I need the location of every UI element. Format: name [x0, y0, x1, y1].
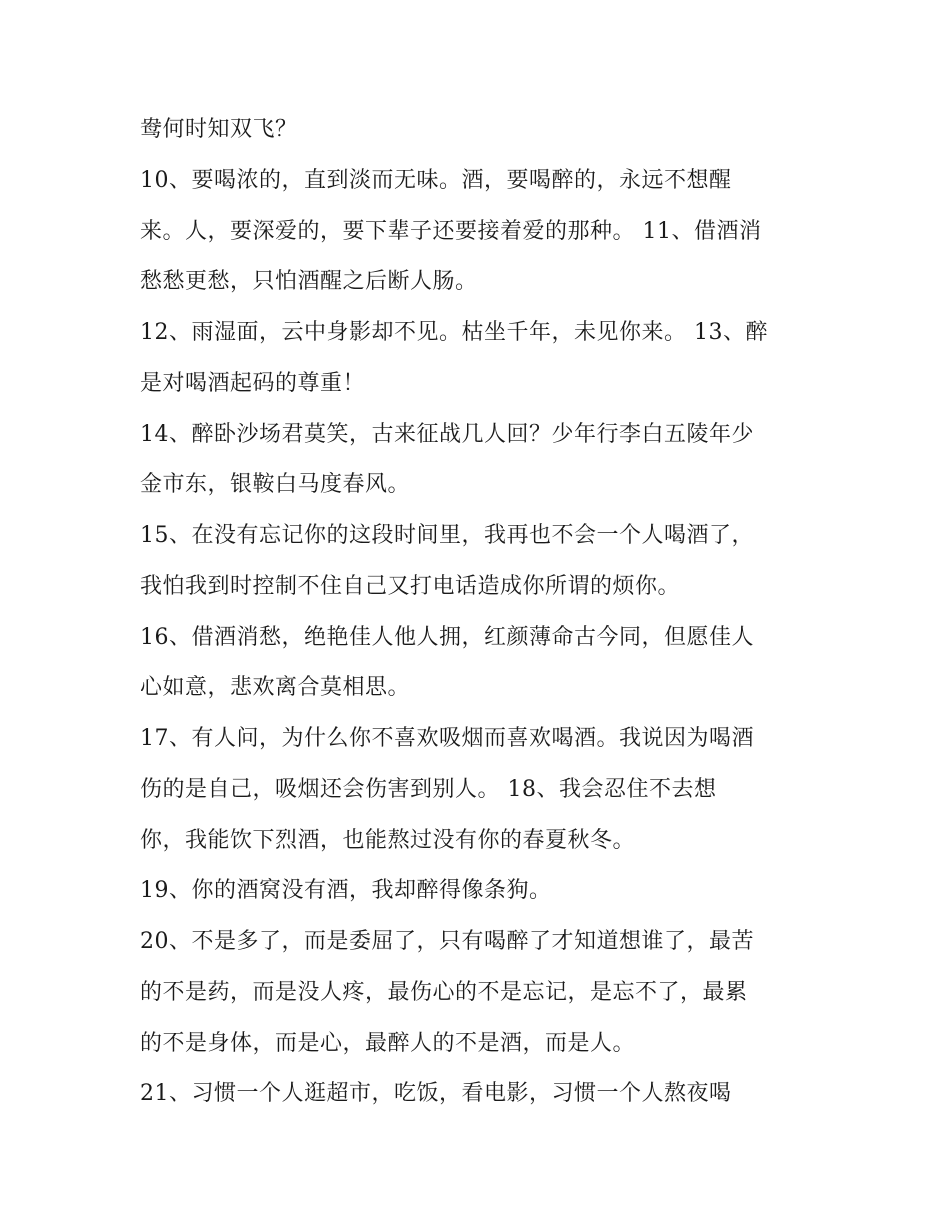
text-line: 10、要喝浓的，直到淡而无味。酒，要喝醉的，永远不想醒: [140, 167, 732, 193]
text-line: 是对喝酒起码的尊重！: [140, 370, 366, 396]
text-line: 伤的是自己，吸烟还会伤害到别人。 18、我会忍住不去想: [140, 776, 717, 802]
text-line: 我怕我到时控制不住自己又打电话造成你所谓的烦你。: [140, 573, 681, 599]
text-line: 愁愁更愁，只怕酒醒之后断人肠。: [140, 269, 478, 295]
text-line: 19、你的酒窝没有酒，我却醉得像条狗。: [140, 878, 552, 904]
text-line: 12、雨湿面，云中身影却不见。枯坐千年，未见你来。 13、醉: [140, 320, 768, 345]
text-line: 金市东，银鞍白马度春风。: [140, 472, 411, 498]
text-line: 20、不是多了，而是委屈了，只有喝醉了才知道想谁了，最苦: [140, 929, 754, 954]
text-line: 你，我能饮下烈酒，也能熬过没有你的春夏秋冬。: [140, 827, 636, 853]
text-line: 来。人，要深爱的，要下辈子还要接着爱的那种。 11、借酒消: [140, 218, 762, 244]
document-body: [140, 105, 830, 1120]
text-line: 17、有人问，为什么你不喜欢吸烟而喜欢喝酒。我说因为喝酒: [140, 726, 754, 751]
text-line: 15、在没有忘记你的这段时间里，我再也不会一个人喝酒了，: [140, 523, 754, 548]
text-line: 的不是药，而是没人疼，最伤心的不是忘记，是忘不了，最累: [140, 979, 748, 1005]
text-line: 16、借酒消愁，绝艳佳人他人拥，红颜薄命古今同，但愿佳人: [140, 624, 754, 650]
text-line: 14、醉卧沙场君莫笑，古来征战几人回？少年行李白五陵年少: [140, 421, 754, 447]
text-line: 21、习惯一个人逛超市，吃饭，看电影，习惯一个人熬夜喝: [140, 1081, 732, 1107]
text-line: 鸯何时知双飞？: [140, 117, 298, 142]
text-line: 的不是身体，而是心，最醉人的不是酒，而是人。: [140, 1030, 636, 1056]
text-line: 心如意，悲欢离合莫相思。: [140, 675, 411, 701]
